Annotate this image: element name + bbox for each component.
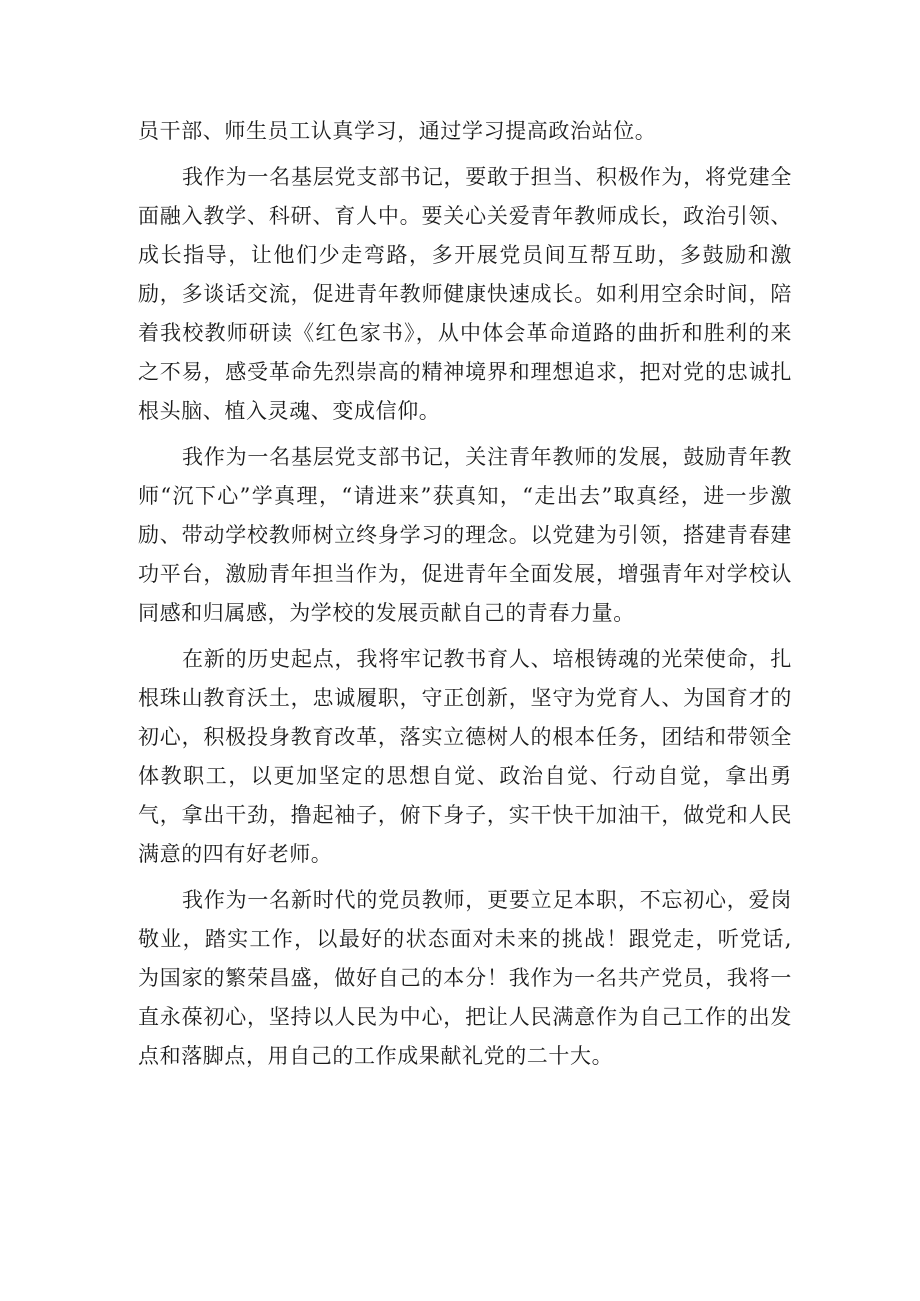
paragraph-closing-commitment: 我作为一名新时代的党员教师，更要立足本职，不忘初心，爱岗敬业，踏实工作，以最好的状态面对未来的挑战！跟党走，听党话,为国家的繁荣昌盛，做好自己的本分！我作为一名共产党员，我将一直永葆初心，坚持以人民为中心，把让人民满意作为自己工作的出发点和落脚点，用自己的工作成果献礼党的二十大。 — [138, 888, 792, 1068]
paragraph-young-teachers: 我作为一名基层党支部书记，关注青年教师的发展，鼓励青年教师“沉下心”学真理，“请进来”获真知，“走出去”取真经，进一步激励、带动学校教师树立终身学习的理念。以党建为引领，搭建青春建功平台，激励青年担当作为，促进青年全面发展，增强青年对学校认同感和归属感，为学校的发展贡献自己的青春力量。 — [138, 445, 792, 625]
paragraph-party-secretary-role: 我作为一名基层党支部书记，要敢于担当、积极作为，将党建全面融入教学、科研、育人中。要关心关爱青年教师成长，政治引领、成长指导，让他们少走弯路，多开展党员间互帮互助，多鼓励和激励，多谈话交流，促进青年教师健康快速成长。如利用空余时间，陪着我校教师研读《红色家书》，从中体会革命道路的曲折和胜利的来之不易，感受革命先烈崇高的精神境界和理想追求，把对党的忠诚扎根头脑、植入灵魂、变成信仰。 — [138, 165, 792, 423]
paragraph-continued: 员干部、师生员工认真学习，通过学习提高政治站位。 — [138, 119, 657, 143]
document-body — [138, 112, 792, 1083]
paragraph-new-starting-point: 在新的历史起点，我将牢记教书育人、培根铸魂的光荣使命，扎根珠山教育沃土，忠诚履职，守正创新，坚守为党育人、为国育才的初心，积极投身教育改革，落实立德树人的根本任务，团结和带领全体教职工，以更加坚定的思想自觉、政治自觉、行动自觉，拿出勇气，拿出干劲，撸起袖子，俯下身子，实干快干加油干，做党和人民满意的四有好老师。 — [138, 647, 792, 866]
